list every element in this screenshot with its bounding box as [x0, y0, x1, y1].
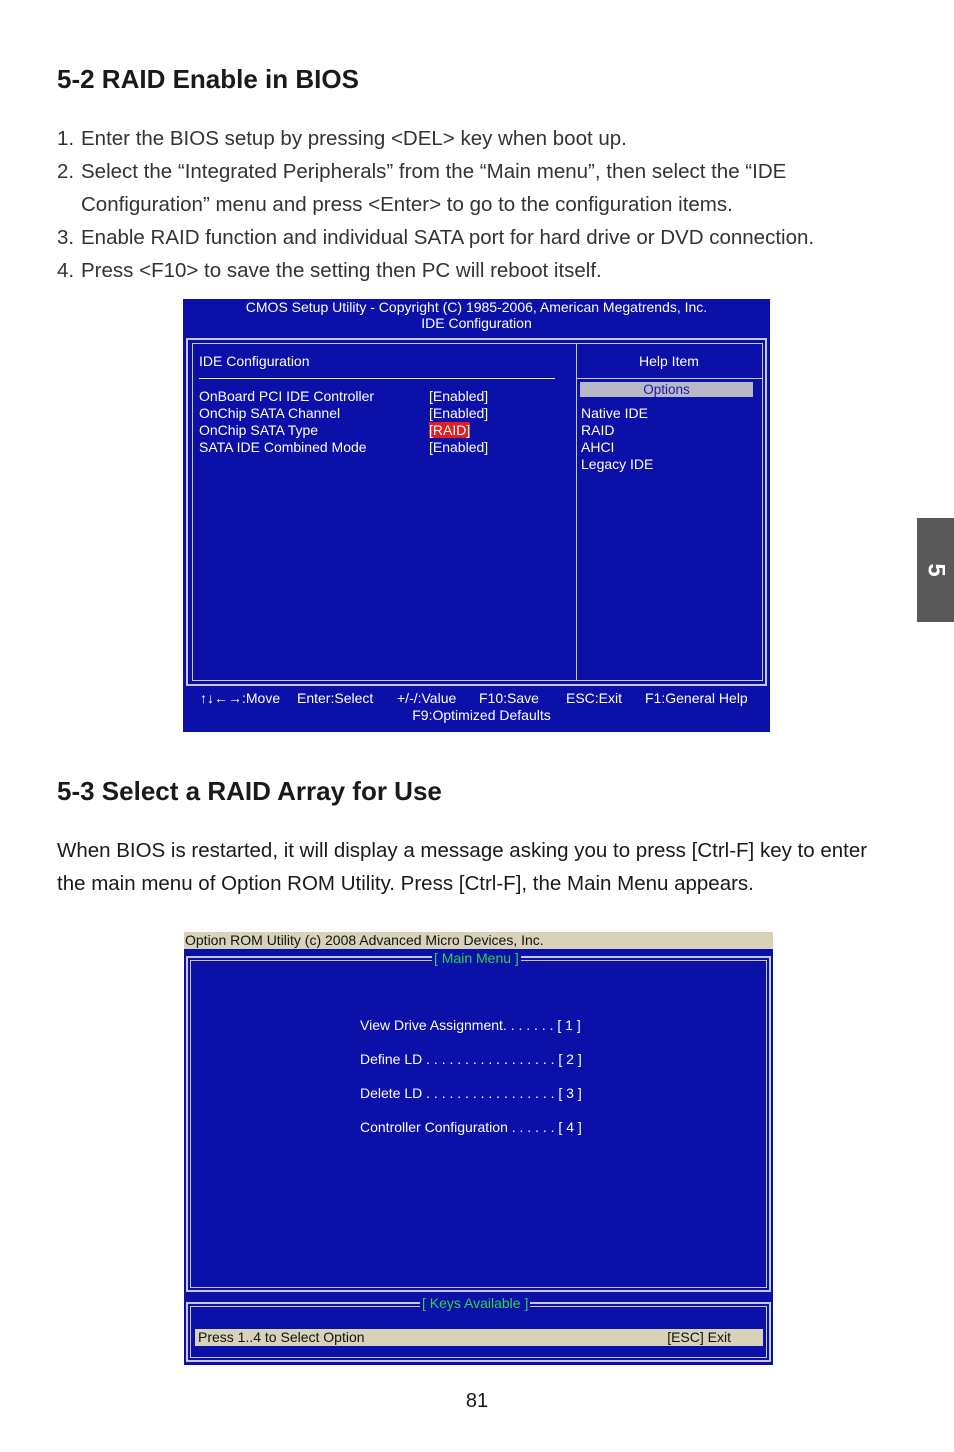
setting-value-selected[interactable]: [RAID] — [429, 422, 471, 438]
menu-item-controller-config[interactable]: Controller Configuration . . . . . . [ 4 ] — [360, 1119, 582, 1135]
bios-screenshot-ide-config — [183, 299, 770, 732]
rom-title-bar: Option ROM Utility (c) 2008 Advanced Micro Devices, Inc. — [184, 932, 773, 949]
option-item[interactable]: AHCI — [581, 439, 615, 455]
status-exit: [ESC] Exit — [667, 1329, 731, 1345]
main-menu-tag: [ Main Menu ] — [434, 950, 519, 966]
title-underline — [199, 378, 555, 379]
bios-header-copyright: CMOS Setup Utility - Copyright (C) 1985-2006, American Megatrends, Inc. — [245, 299, 708, 315]
section-title-select-raid: 5-3 Select a RAID Array for Use — [57, 776, 442, 806]
chapter-tab: 5 — [917, 518, 954, 622]
option-item[interactable]: RAID — [581, 422, 615, 438]
panel-divider — [576, 344, 577, 680]
menu-item-define-ld[interactable]: Define LD . . . . . . . . . . . . . . . . . [ 2 ] — [360, 1051, 582, 1067]
help-title: Help Item — [639, 353, 699, 369]
footer-key-save: F10:Save — [479, 690, 539, 706]
menu-item-view-drive[interactable]: View Drive Assignment. . . . . . . [ 1 ] — [360, 1017, 581, 1033]
setting-label[interactable]: OnChip SATA Type — [199, 422, 319, 438]
option-item[interactable]: Native IDE — [581, 405, 648, 421]
section-title-raid-enable: 5-2 RAID Enable in BIOS — [57, 64, 359, 94]
panel-title: IDE Configuration — [199, 353, 310, 369]
menu-item-delete-ld[interactable]: Delete LD . . . . . . . . . . . . . . . . . [ 3 ] — [360, 1085, 582, 1101]
page-number: 81 — [465, 1390, 489, 1412]
footer-key-help: F1:General Help — [645, 690, 748, 706]
steps-list — [57, 122, 887, 287]
setting-value[interactable]: [Enabled] — [429, 388, 489, 404]
bios-header-subtitle: IDE Configuration — [421, 315, 532, 331]
footer-key-select: Enter:Select — [297, 690, 374, 706]
help-divider — [576, 378, 762, 379]
setting-label[interactable]: OnBoard PCI IDE Controller — [199, 388, 375, 404]
section-paragraph: When BIOS is restarted, it will display a message asking you to press [Ctrl-F] key to enter the main menu of Option ROM Utility. Press [Ctrl-F], the Main Menu appears. — [57, 839, 868, 895]
option-item[interactable]: Legacy IDE — [581, 456, 654, 472]
setting-value[interactable]: [Enabled] — [429, 439, 489, 455]
setting-label[interactable]: SATA IDE Combined Mode — [199, 439, 367, 455]
options-header: Options — [580, 382, 753, 397]
setting-value[interactable]: [Enabled] — [429, 405, 489, 421]
step-item: 2. Select the “Integrated Peripherals” from the “Main menu”, then select the “IDE Configuration” menu and press <Enter> to go to the configuration items. — [57, 160, 787, 216]
footer-key-defaults: F9:Optimized Defaults — [412, 707, 551, 723]
status-hint: Press 1..4 to Select Option — [198, 1329, 365, 1345]
step-item: 4. Press <F10> to save the setting then PC will reboot itself. — [57, 259, 602, 282]
status-bar — [195, 1329, 763, 1346]
footer-key-move: ↑↓←→:Move — [200, 690, 281, 706]
setting-label[interactable]: OnChip SATA Channel — [199, 405, 341, 421]
option-rom-screenshot — [184, 932, 773, 1365]
step-item: 3. Enable RAID function and individual SATA port for hard drive or DVD connection. — [57, 226, 815, 249]
footer-key-exit: ESC:Exit — [566, 690, 623, 706]
step-item: 1. Enter the BIOS setup by pressing <DEL> key when boot up. — [57, 127, 627, 150]
keys-available-tag: [ Keys Available ] — [422, 1295, 529, 1311]
footer-key-value: +/-/:Value — [397, 690, 457, 706]
